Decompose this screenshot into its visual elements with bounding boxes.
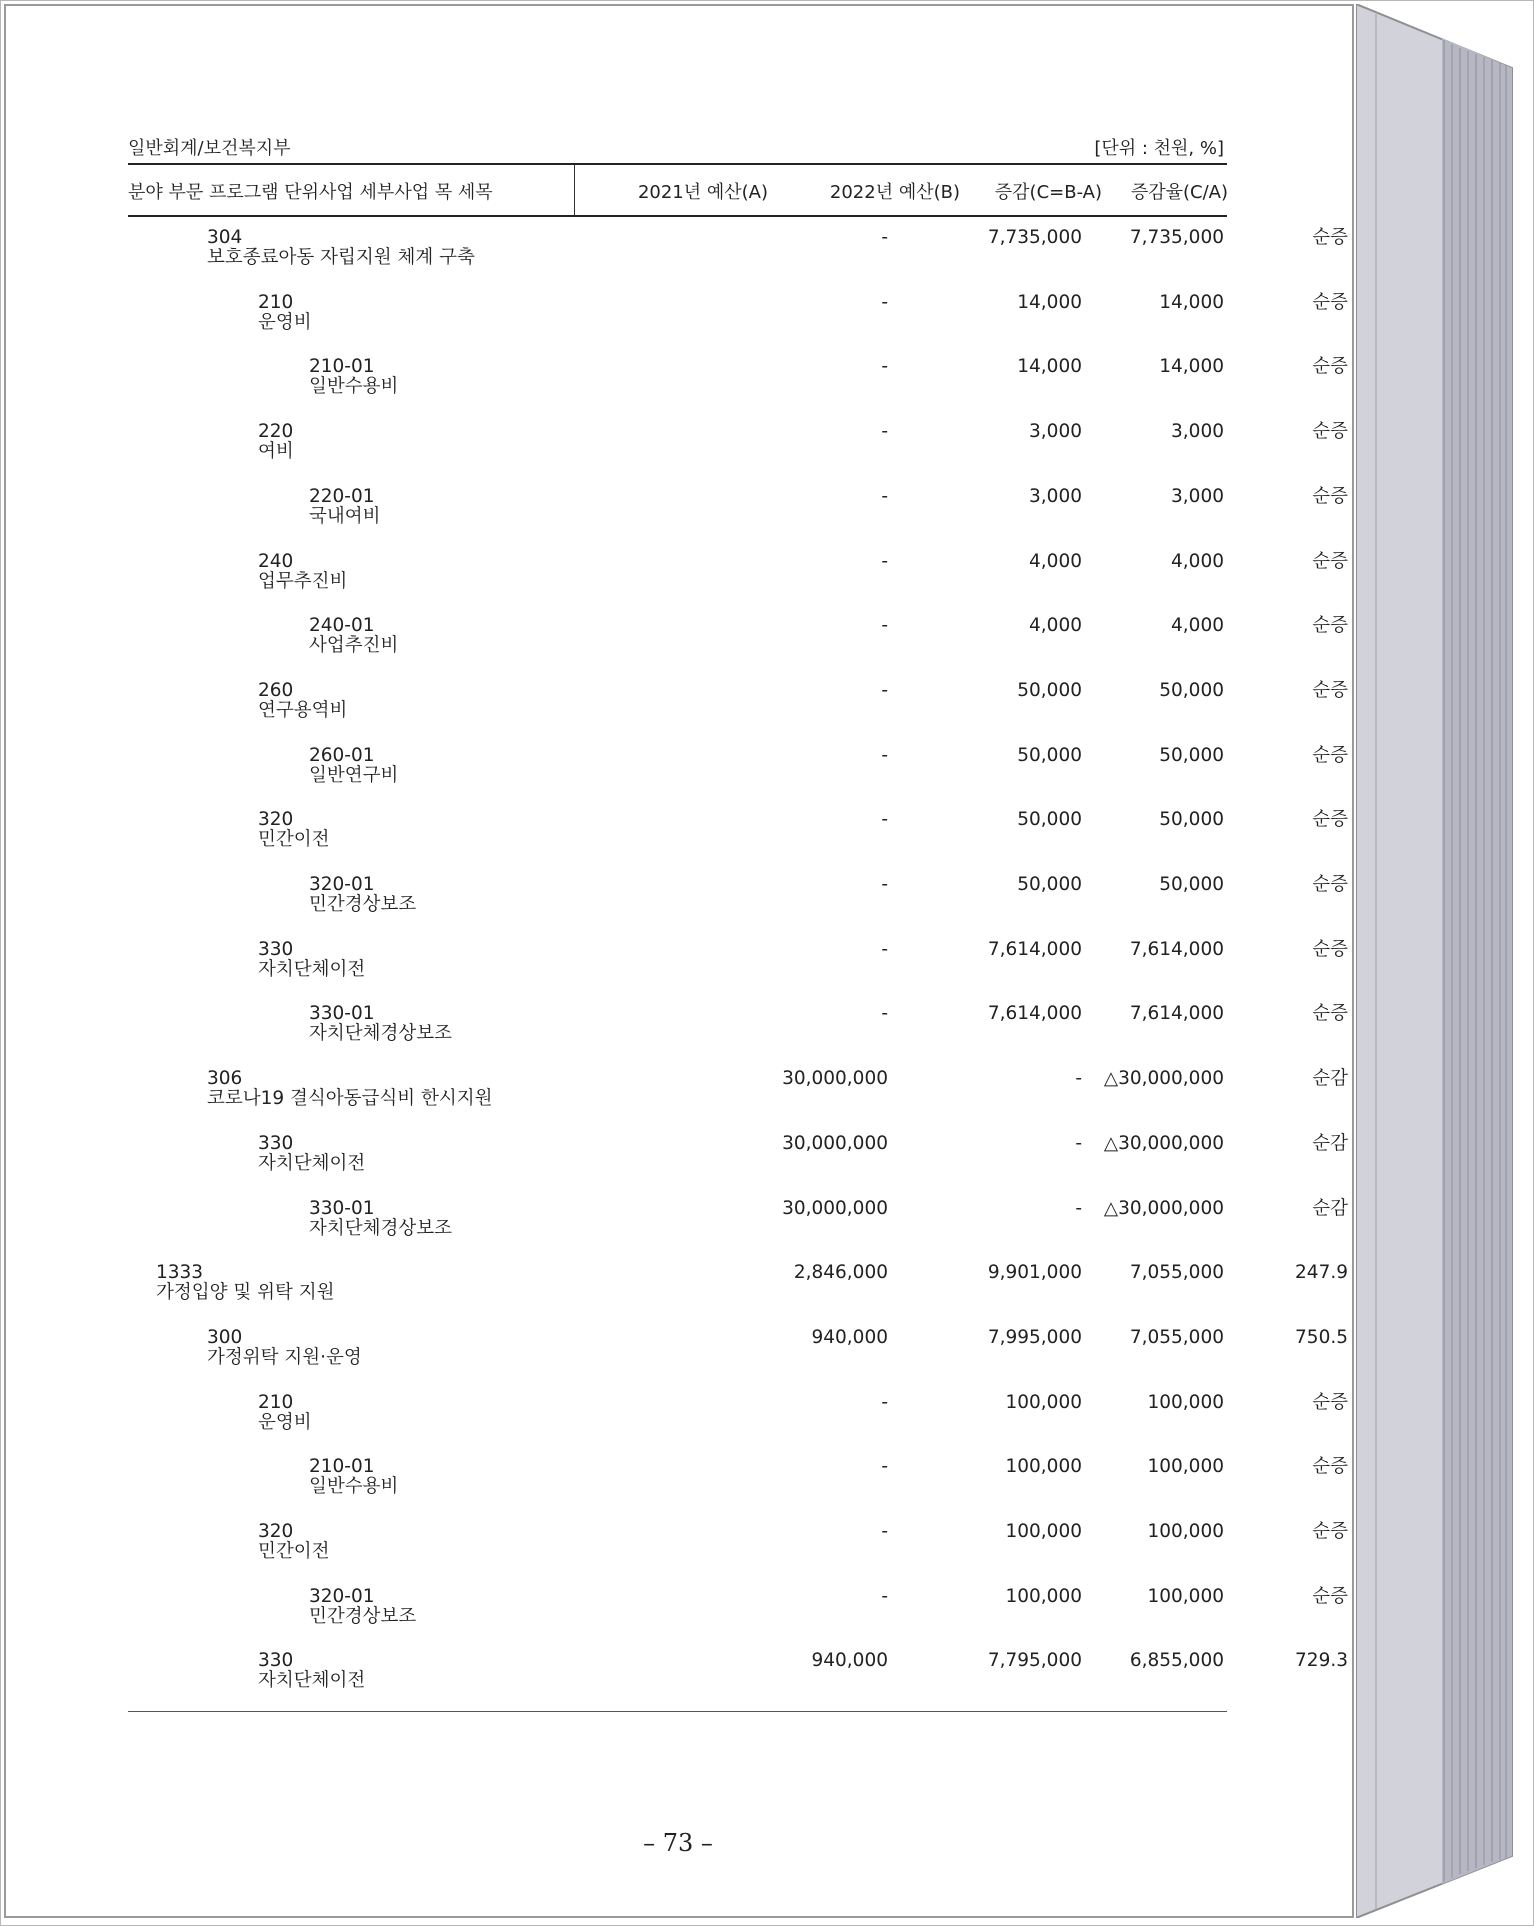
change-value: 50,000 [1159,874,1224,895]
budget-2022-value: 7,614,000 [987,1003,1082,1025]
budget-2022-value: 9,901,000 [987,1262,1082,1284]
change-rate-value: 순감 [1312,1197,1348,1219]
row-code: 330 [258,938,294,960]
row-name: 민간경상보조 [309,1605,417,1627]
change-rate-value: 순증 [1312,227,1348,248]
change-rate-value: 순증 [1312,938,1348,960]
row-code: 260-01 [309,744,375,766]
row-code: 300 [207,1326,243,1348]
budget-2022-value: - [1075,1197,1082,1219]
budget-2021-value: - [881,809,888,831]
row-name: 일반수용비 [309,1476,399,1498]
change-value: 100,000 [1147,1585,1224,1607]
change-value: 6,855,000 [1129,1650,1224,1672]
change-rate-value: 순증 [1312,1585,1348,1607]
budget-2022-value: 100,000 [1005,1456,1082,1478]
table-row [128,874,1348,935]
change-rate-value: 순증 [1312,744,1348,766]
row-name: 민간이전 [258,829,330,851]
budget-2021-value: - [881,291,888,313]
budget-2022-value: 50,000 [1017,874,1082,895]
change-value: 14,000 [1159,356,1224,378]
row-name: 가정입양 및 위탁 지원 [156,1282,335,1304]
table-row [128,421,1348,482]
change-value: △30,000,000 [1103,1068,1224,1090]
change-value: 50,000 [1159,744,1224,766]
budget-2021-value: 30,000,000 [782,1068,888,1090]
change-value: 4,000 [1171,550,1224,572]
change-value: △30,000,000 [1103,1132,1224,1154]
budget-2022-value: 7,795,000 [987,1650,1082,1672]
row-name: 운영비 [258,1411,312,1433]
row-code: 1333 [156,1262,204,1284]
table-row [128,1391,1348,1453]
row-name: 코로나19 결식아동급식비 한시지원 [207,1088,493,1110]
row-name: 가정위탁 지원·운영 [207,1346,362,1368]
budget-2022-value: 50,000 [1017,744,1082,766]
budget-2022-value: 3,000 [1029,485,1082,507]
table-row [128,938,1348,1000]
row-code: 330-01 [309,1197,375,1219]
row-code: 220 [258,421,294,443]
change-rate-value: 순증 [1312,485,1348,507]
table-row [128,1585,1348,1647]
budget-2022-value: 7,735,000 [987,227,1082,248]
change-rate-value: 순증 [1312,679,1348,701]
row-code: 210-01 [309,1456,375,1478]
row-name: 자치단체이전 [258,1152,366,1174]
budget-2021-value: - [881,421,888,443]
budget-2022-value: 4,000 [1029,615,1082,637]
change-rate-value: 순증 [1312,809,1348,831]
column-header-budget-2021: 2021년 예산(A) [637,182,768,203]
row-name: 국내여비 [309,505,381,527]
budget-2022-value: 14,000 [1017,356,1082,378]
table-row [128,1521,1348,1582]
change-rate-value: 순증 [1312,1003,1348,1025]
table-row [128,1262,1348,1323]
table-row [128,1068,1348,1129]
change-value: 100,000 [1147,1456,1224,1478]
column-header-change: 증감(C=B-A) [994,182,1102,203]
header-column-separator [574,165,575,215]
row-name: 자치단체경상보조 [309,1023,452,1045]
budget-2021-value: - [881,485,888,507]
row-code: 320-01 [309,1585,375,1607]
change-value: 14,000 [1159,291,1224,313]
row-code: 240-01 [309,615,375,637]
budget-2021-value: 940,000 [811,1650,888,1672]
change-rate-value: 순증 [1312,550,1348,572]
row-code: 240 [258,550,294,572]
row-name: 여비 [258,441,294,463]
change-value: 7,055,000 [1129,1326,1224,1348]
row-code: 210 [258,291,294,313]
table-row [128,227,1348,288]
row-code: 210 [258,1391,294,1413]
table-row [128,1650,1348,1711]
book-page-edges [1356,4,1516,1918]
row-name: 일반수용비 [309,376,399,398]
row-name: 자치단체이전 [258,1670,366,1692]
table-bottom-rule [128,1711,1227,1712]
table-header-rule [128,215,1227,217]
change-value: △30,000,000 [1103,1197,1224,1219]
budget-2021-value: 940,000 [811,1326,888,1348]
table-row [128,550,1348,612]
page-number: – 73 – [643,1829,713,1857]
row-code: 320 [258,1521,294,1542]
budget-2022-value: - [1075,1132,1082,1154]
section-title: 일반회계/보건복지부 [128,138,291,159]
table-row [128,744,1348,806]
table-row [128,291,1348,353]
budget-2021-value: 30,000,000 [782,1197,888,1219]
table-row [128,356,1348,417]
column-header-budget-2022: 2022년 예산(B) [829,182,960,203]
budget-2022-value: 50,000 [1017,809,1082,831]
change-rate-value: 순증 [1312,421,1348,443]
row-name: 운영비 [258,311,312,333]
row-code: 260 [258,679,294,701]
budget-2022-value: 7,995,000 [987,1326,1082,1348]
budget-2022-value: 50,000 [1017,679,1082,701]
row-name: 일반연구비 [309,764,399,786]
budget-2022-value: 100,000 [1005,1585,1082,1607]
row-name: 민간경상보조 [309,894,417,915]
budget-2022-value: 3,000 [1029,421,1082,443]
change-value: 7,735,000 [1129,227,1224,248]
budget-2021-value: 2,846,000 [793,1262,888,1284]
table-row [128,679,1348,741]
budget-2021-value: - [881,744,888,766]
budget-2022-value: 14,000 [1017,291,1082,313]
change-rate-value: 순증 [1312,1391,1348,1413]
change-rate-value: 순감 [1312,1068,1348,1090]
change-value: 100,000 [1147,1391,1224,1413]
budget-2021-value: - [881,1585,888,1607]
budget-2022-value: 7,614,000 [987,938,1082,960]
change-rate-value: 순증 [1312,615,1348,637]
change-rate-value: 순증 [1312,356,1348,378]
row-code: 210-01 [309,356,375,378]
change-rate-value: 750.5 [1295,1326,1348,1348]
budget-2021-value: - [881,1521,888,1542]
budget-2021-value: - [881,874,888,895]
column-header-hierarchy: 분야 부문 프로그램 단위사업 세부사업 목 세목 [128,182,493,203]
row-code: 306 [207,1068,243,1090]
table-row [128,485,1348,547]
row-code: 330 [258,1132,294,1154]
table-row [128,1456,1348,1517]
row-name: 자치단체이전 [258,958,366,980]
table-row [128,809,1348,870]
change-rate-value: 729.3 [1295,1650,1348,1672]
table-row [128,1003,1348,1064]
budget-2022-value: 100,000 [1005,1391,1082,1413]
change-value: 7,055,000 [1129,1262,1224,1284]
row-code: 330-01 [309,1003,375,1025]
budget-2021-value: - [881,227,888,248]
change-rate-value: 순증 [1312,291,1348,313]
change-rate-value: 순증 [1312,874,1348,895]
row-name: 사업추진비 [309,635,399,657]
table-row [128,615,1348,676]
column-header-change-rate: 증감율(C/A) [1130,182,1228,203]
budget-2021-value: - [881,356,888,378]
change-value: 4,000 [1171,615,1224,637]
budget-2022-value: - [1075,1068,1082,1090]
change-value: 7,614,000 [1129,938,1224,960]
row-name: 업무추진비 [258,570,348,592]
change-value: 3,000 [1171,421,1224,443]
row-code: 320 [258,809,294,831]
row-code: 220-01 [309,485,375,507]
change-rate-value: 순감 [1312,1132,1348,1154]
budget-2021-value: 30,000,000 [782,1132,888,1154]
table-row [128,1132,1348,1194]
change-value: 7,614,000 [1129,1003,1224,1025]
change-rate-value: 순증 [1312,1456,1348,1478]
budget-2021-value: - [881,1003,888,1025]
budget-2021-value: - [881,679,888,701]
change-value: 50,000 [1159,679,1224,701]
row-name: 민간이전 [258,1541,330,1562]
row-code: 320-01 [309,874,375,895]
budget-2021-value: - [881,938,888,960]
budget-2021-value: - [881,615,888,637]
budget-2021-value: - [881,550,888,572]
row-name: 자치단체경상보조 [309,1217,452,1239]
budget-2021-value: - [881,1456,888,1478]
row-code: 330 [258,1650,294,1672]
change-value: 3,000 [1171,485,1224,507]
row-label [128,1263,676,1303]
change-value: 50,000 [1159,809,1224,831]
budget-2022-value: 100,000 [1005,1521,1082,1542]
row-code: 304 [207,227,243,248]
change-rate-value: 순증 [1312,1521,1348,1542]
table-top-rule [128,163,1227,165]
row-name: 연구용역비 [258,699,348,721]
unit-label: [단위 : 천원, %] [1094,138,1224,159]
change-value: 100,000 [1147,1521,1224,1542]
budget-2022-value: 4,000 [1029,550,1082,572]
row-name: 보호종료아동 자립지원 체계 구축 [207,247,475,268]
table-row [128,1326,1348,1388]
budget-2021-value: - [881,1391,888,1413]
table-row [128,1197,1348,1259]
change-rate-value: 247.9 [1295,1262,1348,1284]
